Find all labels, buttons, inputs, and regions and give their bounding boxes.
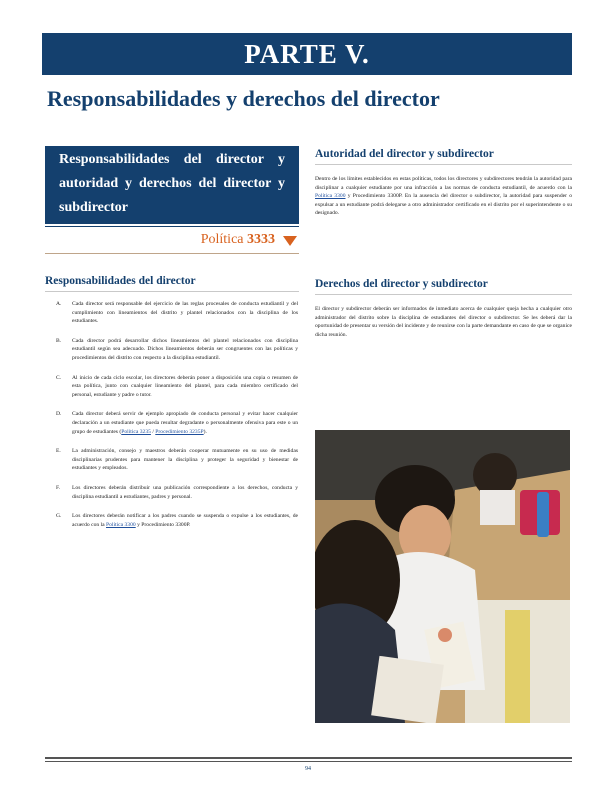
authority-paragraph: Dentro de los límites establecidos en estas políticas, todos los directores y subdirectores tendrán la autoridad para disciplinar a cualquier estudiante por una infracción a las normas de conducta estudiantil, de acuerdo con la Política 3300 y Procedimiento 3300P. En la ausencia del director o subdirector, la autoridad para suspender o expulsar a un estudiante podrá delegarse a otro administrador certificado en el distrito por el superintendente o su designado. bbox=[315, 176, 572, 217]
policy-ref-prefix: Política bbox=[200, 232, 244, 247]
procedure-3235p-link[interactable]: Procedimiento 3235P bbox=[155, 428, 204, 435]
footer-rule bbox=[45, 757, 572, 759]
section-heading-responsibilities: Responsabilidades del director bbox=[45, 275, 196, 287]
list-item: F. Los directores deberán distribuir una publicación correspondiente a los derechos, conducta y disciplina estudiantil a estudiantes, padres y personal. bbox=[56, 484, 298, 500]
divider bbox=[315, 164, 572, 165]
divider bbox=[315, 294, 572, 295]
part-banner: PARTE V. bbox=[42, 33, 572, 75]
page-number: 94 bbox=[305, 766, 311, 772]
divider bbox=[45, 226, 299, 227]
footer-rule bbox=[45, 761, 572, 762]
classroom-photo bbox=[315, 430, 570, 723]
policy-3300-link[interactable]: Política 3300 bbox=[315, 193, 346, 200]
list-item: B. Cada director podrá desarrollar dichos lineamientos del plantel relacionados con disciplina estudiantil según sea adecuado. Dichos lineamientos deberán ser congruentes con las políticas y procedimientos del distrito con respecto a la disciplina estudiantil. bbox=[56, 337, 298, 361]
divider bbox=[45, 253, 299, 254]
policy-ref-number: 3333 bbox=[247, 232, 275, 247]
divider bbox=[45, 291, 299, 292]
list-item: A. Cada director será responsable del ejercicio de las reglas procesales de conducta estudiantil y del cumplimiento con lineamientos del distrito y plantel relacionados con la disciplina de los estudiantes. bbox=[56, 301, 298, 325]
policy-3300-link[interactable]: Política 3300 bbox=[106, 521, 136, 528]
policy-title-box: Responsabilidades del director y autoridad y derechos del director y subdirector bbox=[45, 146, 299, 224]
section-heading-authority: Autoridad del director y subdirector bbox=[315, 148, 494, 160]
section-heading-rights: Derechos del director y subdirector bbox=[315, 278, 488, 290]
list-item: D. Cada director deberá servir de ejemplo apropiado de conducta personal y evitar hacer cualquier declaración a un estudiante que pueda resultar degradante o personalmente ofensiva para este o un grupo de estudiantes (Política 3235 / Procedimiento 3235P). bbox=[56, 411, 298, 435]
policy-3235-link[interactable]: Política 3235 bbox=[121, 428, 151, 435]
page-title: Responsabilidades y derechos del director bbox=[47, 86, 440, 111]
list-item: C. Al inicio de cada ciclo escolar, los directores deberán poner a disposición una copia o resumen de esta política, junto con cualquier lineamiento del plantel, para cada miembro certificado del personal, estudiante y padre o tutor. bbox=[56, 374, 298, 398]
rights-paragraph: El director y subdirector deberán ser informados de inmediato acerca de cualquier queja hecha a cualquier otro administrador del distrito sobre la disciplina de estudiantes del director o subdirector. Se les deberá dar la oportunidad de presentar su versión del incidente y de reunirse con la parte demandante en caso de que se organice dicha reunión. bbox=[315, 306, 572, 338]
policy-reference[interactable] bbox=[45, 232, 275, 248]
list-item: E. La administración, consejo y maestros deberán cooperar mutuamente en su uso de medidas disciplinarias prudentes para mantener la disciplina y proteger la seguridad y bienestar de estudiantes y empleados. bbox=[56, 448, 298, 472]
triangle-down-icon bbox=[283, 236, 297, 246]
responsibilities-list bbox=[56, 300, 298, 540]
list-item: G. Los directores deberán notificar a los padres cuando se suspenda o expulse a los estudiantes, de acuerdo con la Política 3300 y Procedimiento 3300P. bbox=[56, 513, 298, 528]
